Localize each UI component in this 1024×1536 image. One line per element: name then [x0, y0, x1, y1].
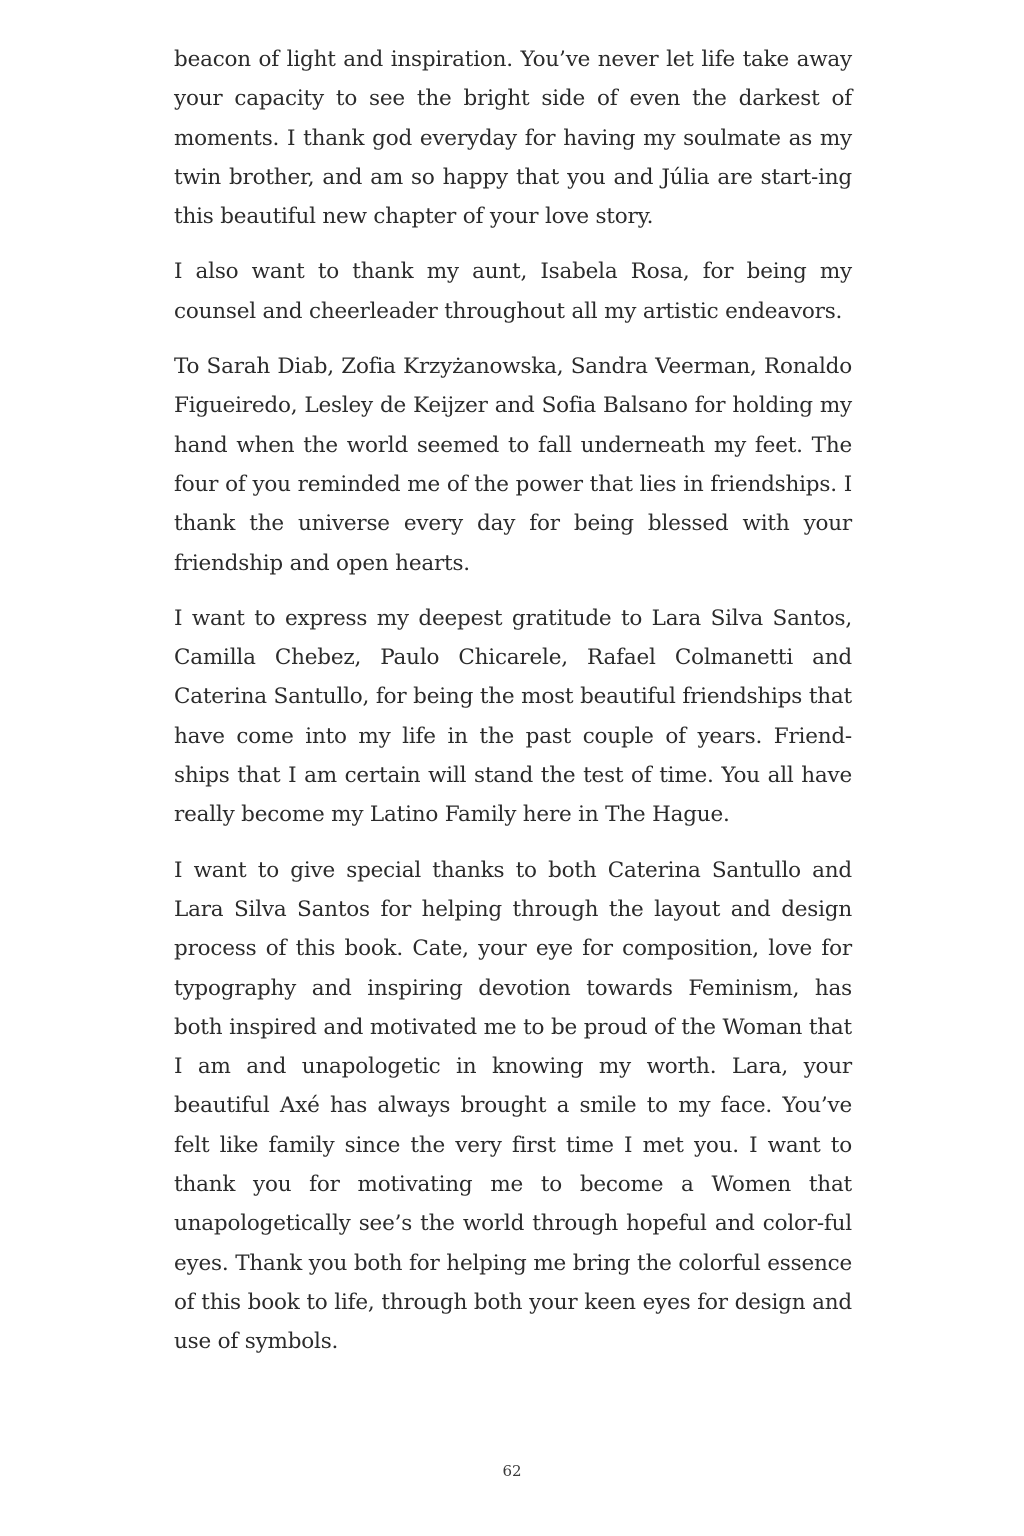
page-body — [174, 40, 852, 1378]
paragraph-latino-family: I want to express my deepest gratitude to Lara Silva Santos, Camilla Chebez, Paulo Chicarele, Rafael Colmanetti and Caterina Santullo, for being the most beautiful friendships that have come into my life in the past couple of years. Friend-ships that I am certain will stand the test of time. You all have really become my Latino Family here in The Hague. — [174, 605, 852, 828]
paragraph-twin-brother: beacon of light and inspiration. You’ve never let life take away your capacity to see the bright side of even the darkest of moments. I thank god everyday for having my soulmate as my twin brother, and am so happy that you and Júlia are start-ing this beautiful new chapter of your love story. — [174, 47, 852, 230]
page-number: 62 — [502, 1462, 522, 1480]
paragraph-special-thanks: I want to give special thanks to both Caterina Santullo and Lara Silva Santos for helping through the layout and design process of this book. Cate, your eye for composition, love for typography and inspiring devotion towards Feminism, has both inspired and motivated me to be proud of the Woman that I am and unapologetic in knowing my worth. Lara, your beautiful Axé has always brought a smile to my face. You’ve felt like family since the very first time I met you. I want to thank you for motivating me to become a Women that unapologetically see’s the world through hopeful and color-ful eyes. Thank you both for helping me bring the colorful essence of this book to life, through both your keen eyes for design and use of symbols. — [174, 857, 852, 1355]
paragraph-friends: To Sarah Diab, Zofia Krzyżanowska, Sandra Veerman, Ronaldo Figueiredo, Lesley de Keijzer and Sofia Balsano for holding my hand when the world seemed to fall underneath my feet. The four of you reminded me of the power that lies in friendships. I thank the universe every day for being blessed with your friendship and open hearts. — [174, 354, 852, 576]
paragraph-aunt: I also want to thank my aunt, Isabela Rosa, for being my counsel and cheerleader throughout all my artistic endeavors. — [174, 259, 852, 324]
